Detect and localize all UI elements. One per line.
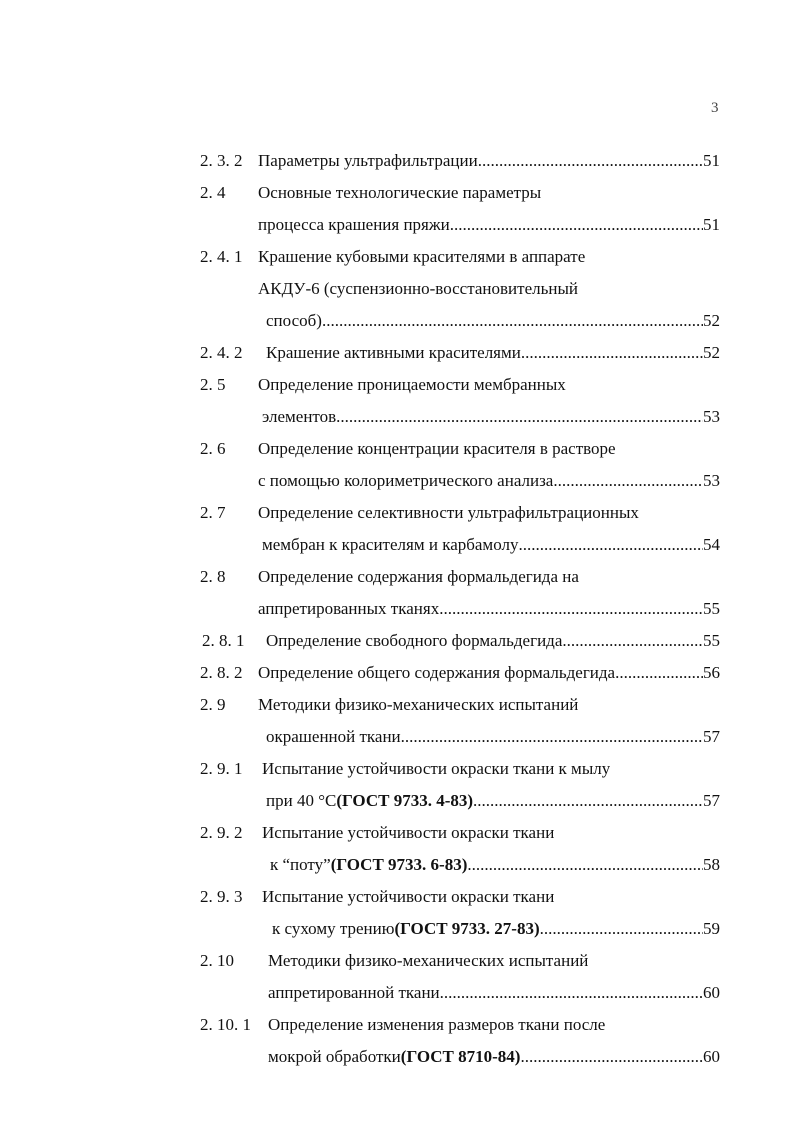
toc-leader-dots xyxy=(440,982,703,1004)
toc-entry-number: 2. 5 xyxy=(200,375,226,394)
toc-entry-title-line: Испытание устойчивости окраски ткани xyxy=(262,823,555,842)
toc-entry-title-line: Определение общего содержания формальдегида xyxy=(258,663,616,682)
toc-entry-standard-ref: (ГОСТ 9733. 27-83) xyxy=(394,919,540,938)
toc-entry-number: 2. 8 xyxy=(200,567,226,586)
toc-entry-number: 2. 9. 2 xyxy=(200,823,243,842)
toc-entry-title-line: Определение свободного формальдегида xyxy=(266,631,563,650)
toc-entry-standard-ref: (ГОСТ 8710-84) xyxy=(400,1047,521,1066)
toc-entry-title-line: Испытание устойчивости окраски ткани xyxy=(262,887,555,906)
toc-entry-title-line: Определение селективности ультрафильтрационных xyxy=(258,503,639,522)
toc-entry-page: 53 xyxy=(703,407,720,426)
toc-entry-title-line: Определение проницаемости мембранных xyxy=(258,375,566,394)
toc-entry-page: 57 xyxy=(703,727,720,746)
toc-entry-number: 2. 9. 3 xyxy=(200,887,243,906)
toc-entry-title-line: к “поту” xyxy=(270,855,331,874)
toc-leader-dots xyxy=(562,630,703,652)
toc-entry-leader-line xyxy=(270,854,720,876)
toc-entry-title-line: аппретированной ткани xyxy=(268,983,440,1002)
toc-entry-number: 2. 10 xyxy=(200,951,234,970)
toc-entry-title-line: Определение содержания формальдегида на xyxy=(258,567,579,586)
toc-entry-title-line: аппретированных тканях xyxy=(258,599,440,618)
toc-entry-title-line: Определение концентрации красителя в растворе xyxy=(258,439,616,458)
toc-entry-title-line: с помощью колориметрического анализа xyxy=(258,471,554,490)
toc-entry-title-line: Определение изменения размеров ткани после xyxy=(268,1015,606,1034)
toc-entry-page: 60 xyxy=(703,1047,720,1066)
toc-entry-page: 52 xyxy=(703,311,720,330)
toc-leader-dots xyxy=(520,1046,703,1068)
toc-leader-dots xyxy=(450,214,703,236)
toc-entry-number: 2. 10. 1 xyxy=(200,1015,251,1034)
toc-entry-title-line: к сухому трению xyxy=(272,919,395,938)
toc-entry-number: 2. 4 xyxy=(200,183,226,202)
toc-entry-title-line: при 40 °С xyxy=(266,791,337,810)
toc-entry-leader-line xyxy=(268,982,720,1004)
toc-entry-title-line: Испытание устойчивости окраски ткани к мылу xyxy=(262,759,611,778)
toc-entry-leader-line xyxy=(272,918,720,940)
toc-entry-title-line: Методики физико-механических испытаний xyxy=(268,951,589,970)
toc-entry-title-line: Основные технологические параметры xyxy=(258,183,542,202)
toc-entry-title-line: элементов xyxy=(262,407,337,426)
toc-entry-number: 2. 7 xyxy=(200,503,226,522)
toc-leader-dots xyxy=(521,342,703,364)
toc-leader-dots xyxy=(439,598,703,620)
toc-leader-dots xyxy=(322,310,703,332)
page-number: 3 xyxy=(711,100,719,116)
toc-entry-page: 56 xyxy=(703,663,720,682)
toc-entry-page: 52 xyxy=(703,343,720,362)
toc-entry-title-line: способ) xyxy=(266,311,322,330)
toc-entry-page: 51 xyxy=(703,151,720,170)
toc-entry-number: 2. 3. 2 xyxy=(200,151,243,170)
toc-entry-page: 55 xyxy=(703,631,720,650)
toc-entry-standard-ref: (ГОСТ 9733. 6-83) xyxy=(330,855,468,874)
toc-entry-leader-line xyxy=(266,790,720,812)
toc-entry-leader-line xyxy=(262,406,720,428)
toc-leader-dots xyxy=(615,662,703,684)
toc-entry-title-line: АКДУ-6 (суспензионно-восстановительный xyxy=(258,279,578,298)
toc-leader-dots xyxy=(478,150,703,172)
toc-entry-page: 58 xyxy=(703,855,720,874)
toc-entry-page: 53 xyxy=(703,471,720,490)
toc-entry-number: 2. 8. 2 xyxy=(200,663,243,682)
toc-entry-number: 2. 4. 1 xyxy=(200,247,243,266)
toc-entry-title-line: Параметры ультрафильтрации xyxy=(258,151,478,170)
toc-entry-leader-line xyxy=(258,150,720,172)
toc-entry-leader-line xyxy=(266,310,720,332)
toc-entry-leader-line xyxy=(258,598,720,620)
toc-entry-page: 55 xyxy=(703,599,720,618)
toc-entry-page: 57 xyxy=(703,791,720,810)
toc-entry-page: 59 xyxy=(703,919,720,938)
toc-entry-page: 60 xyxy=(703,983,720,1002)
toc-entry-number: 2. 6 xyxy=(200,439,226,458)
toc-entry-number: 2. 9. 1 xyxy=(200,759,243,778)
toc-entry-leader-line xyxy=(268,1046,720,1068)
toc-entry-leader-line xyxy=(258,470,720,492)
toc-entry-leader-line xyxy=(258,662,720,684)
toc-entry-leader-line xyxy=(266,726,720,748)
toc-entry-title-line: Крашение активными красителями xyxy=(266,343,521,362)
toc-entry-leader-line xyxy=(266,630,720,652)
toc-entry-title-line: Крашение кубовыми красителями в аппарате xyxy=(258,247,586,266)
toc-leader-dots xyxy=(518,534,703,556)
toc-entry-number: 2. 8. 1 xyxy=(202,631,245,650)
toc-entry-title-line: процесса крашения пряжи xyxy=(258,215,450,234)
toc-entry-title-line: мокрой обработки xyxy=(268,1047,401,1066)
toc-entry-page: 51 xyxy=(703,215,720,234)
toc-entry-standard-ref: (ГОСТ 9733. 4-83) xyxy=(336,791,474,810)
toc-entry-leader-line xyxy=(266,342,720,364)
toc-entry-page: 54 xyxy=(703,535,720,554)
toc-entry-title-line: мембран к красителям и карбамолу xyxy=(262,535,519,554)
toc-entry-title-line: Методики физико-механических испытаний xyxy=(258,695,579,714)
toc-entry-number: 2. 4. 2 xyxy=(200,343,243,362)
toc-entry-leader-line xyxy=(258,214,720,236)
toc-entry-leader-line xyxy=(262,534,720,556)
toc-leader-dots xyxy=(540,918,703,940)
toc-entry-number: 2. 9 xyxy=(200,695,226,714)
toc-leader-dots xyxy=(401,726,703,748)
toc-leader-dots xyxy=(467,854,703,876)
toc-entry-title-line: окрашенной ткани xyxy=(266,727,401,746)
toc-leader-dots xyxy=(553,470,703,492)
toc-leader-dots xyxy=(473,790,703,812)
toc-leader-dots xyxy=(336,406,703,428)
